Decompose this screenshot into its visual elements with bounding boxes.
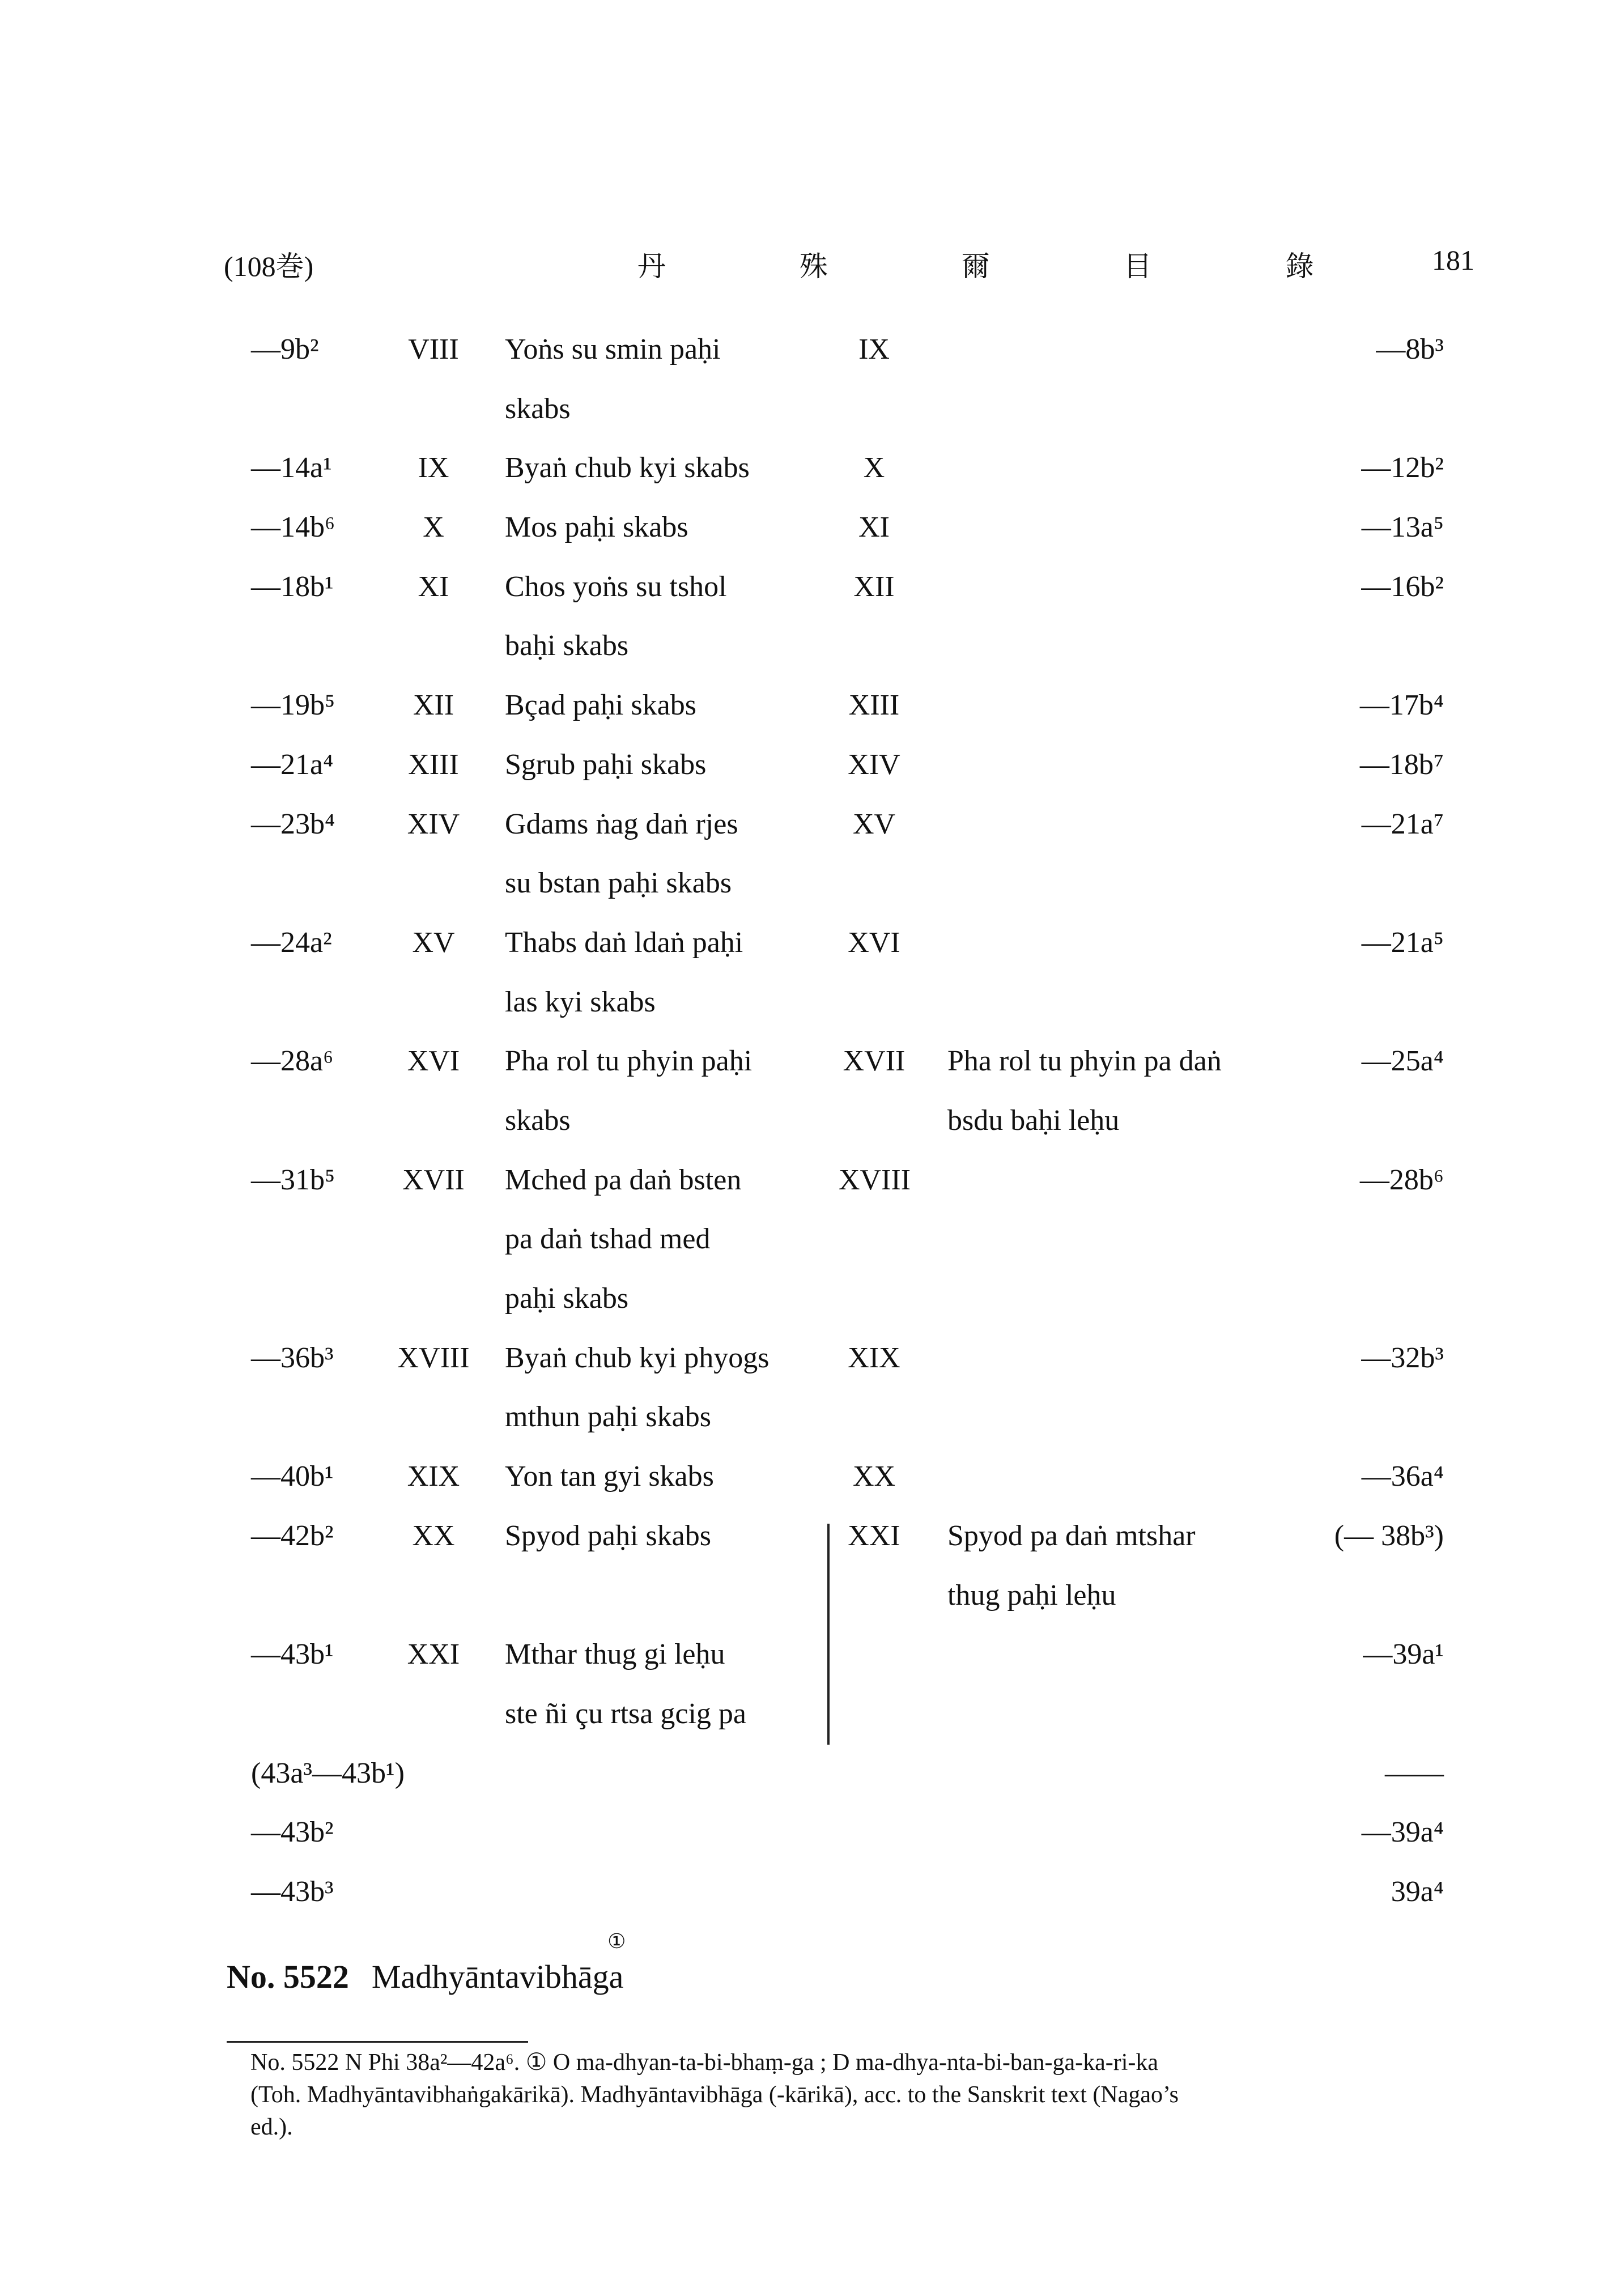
- table-row: [0, 1151, 1624, 1329]
- folio-end: —36a⁴: [1361, 1460, 1444, 1493]
- folio-end: —13a⁵: [1361, 511, 1444, 544]
- folio-start: —43b³: [251, 1876, 334, 1908]
- chapter-title-line: baḥi skabs: [505, 630, 629, 662]
- chapter-title-line: skabs: [505, 1104, 571, 1137]
- chapter-title-line: Spyod paḥi skabs: [505, 1519, 711, 1552]
- footnote-line: No. 5522 N Phi 38a²—42a⁶. ① O ma-dhyan-ta-bi-bhaṃ-ga ; D ma-dhya-nta-bi-ban-ga-ka-ri-ka: [250, 2050, 1159, 2076]
- alt-chapter-title-line: Spyod pa daṅ mtshar: [947, 1519, 1196, 1552]
- catalog-number: No. 5522: [227, 1958, 349, 1995]
- folio-start: —43b¹: [251, 1638, 334, 1671]
- folio-end: —16b²: [1361, 570, 1444, 603]
- folio-start: —9b²: [251, 333, 319, 365]
- table-row: [0, 439, 1624, 498]
- folio-start: —42b²: [251, 1519, 334, 1552]
- work-title: Madhyāntavibhāga: [371, 1958, 624, 1995]
- chapter-title-line: skabs: [505, 392, 571, 425]
- footnote-divider: [227, 2041, 528, 2043]
- folio-end: —12b²: [1361, 452, 1444, 484]
- chapter-number: XX: [412, 1519, 455, 1552]
- chapter-number: XI: [418, 570, 449, 603]
- folio-end: (— 38b³): [1334, 1519, 1444, 1552]
- alt-chapter-number: XX: [852, 1460, 896, 1493]
- folio-start: —19b⁵: [251, 689, 335, 722]
- chapter-title-line: Mthar thug gi leḥu: [505, 1638, 725, 1671]
- alt-chapter-number: XVI: [848, 926, 900, 959]
- chapter-title-line: mthun paḥi skabs: [505, 1401, 711, 1434]
- folio-end: —21a⁵: [1361, 926, 1444, 959]
- chapter-number: XVIII: [397, 1341, 470, 1374]
- footnote-mark: ①: [607, 1930, 626, 1953]
- folio-start: —40b¹: [251, 1460, 334, 1493]
- chapter-title-line: Mched pa daṅ bsten: [505, 1163, 742, 1196]
- chapter-title-line: Byaṅ chub kyi phyogs: [505, 1341, 770, 1374]
- chapter-title-line: Yon tan gyi skabs: [505, 1460, 714, 1493]
- chapter-number: XVII: [402, 1163, 465, 1196]
- chapter-number: XII: [413, 689, 454, 722]
- table-row: [0, 795, 1624, 913]
- chapter-number: XVI: [407, 1045, 460, 1078]
- chapter-title-line: Bçad paḥi skabs: [505, 689, 696, 722]
- alt-chapter-number: XV: [852, 807, 896, 840]
- alt-chapter-title-line: thug paḥi leḥu: [947, 1579, 1116, 1612]
- chapter-number: XIII: [408, 748, 459, 781]
- chapter-title-line: Sgrub paḥi skabs: [505, 748, 707, 781]
- folio-start: —36b³: [251, 1341, 334, 1374]
- table-row: [0, 1032, 1624, 1150]
- chapter-title-line: las kyi skabs: [505, 985, 656, 1018]
- folio-end: —21a⁷: [1361, 807, 1444, 840]
- chapter-title-line: Thabs daṅ ldaṅ paḥi: [505, 926, 743, 959]
- table-row: [0, 1447, 1624, 1507]
- footnote-line: ed.).: [250, 2114, 293, 2140]
- folio-end: —17b⁴: [1359, 689, 1444, 722]
- folio-end: —32b³: [1361, 1341, 1444, 1374]
- table-row: [0, 913, 1624, 1032]
- table-row: [0, 320, 1624, 439]
- table-row: [0, 1507, 1624, 1625]
- folio-end: ——: [1385, 1757, 1444, 1789]
- folio-end: —28b⁶: [1359, 1163, 1444, 1196]
- chapter-title-line: Chos yoṅs su tshol: [505, 570, 727, 603]
- page-number: 181: [1432, 244, 1474, 276]
- folio-start: —14b⁶: [251, 511, 335, 544]
- alt-chapter-number: XIV: [848, 748, 900, 781]
- folio-start: —18b¹: [251, 570, 334, 603]
- folio-end: 39a⁴: [1391, 1876, 1444, 1908]
- folio-start: —23b⁴: [251, 807, 335, 840]
- chapter-title-line: paḥi skabs: [505, 1282, 629, 1315]
- alt-chapter-number: XIII: [848, 689, 900, 722]
- chapter-number: VIII: [408, 333, 459, 365]
- chapter-number: XIX: [407, 1460, 460, 1493]
- alt-chapter-number: X: [863, 452, 885, 484]
- footnote-line: (Toh. Madhyāntavibhaṅgakārikā). Madhyāntavibhāga (-kārikā), acc. to the Sanskrit text (Nagao’s: [250, 2082, 1179, 2108]
- chapter-title-line: Pha rol tu phyin paḥi: [505, 1045, 753, 1078]
- folio-start: —43b²: [251, 1816, 334, 1849]
- folio-end: —39a⁴: [1361, 1816, 1444, 1849]
- alt-chapter-number: XVIII: [839, 1163, 911, 1196]
- chapter-title-line: su bstan paḥi skabs: [505, 867, 732, 900]
- chapter-title-line: Mos paḥi skabs: [505, 511, 688, 544]
- table-row: [0, 1803, 1624, 1863]
- folio-start: —14a¹: [251, 452, 332, 484]
- folio-end: —8b³: [1376, 333, 1444, 365]
- concordance-table: [0, 320, 1624, 1922]
- folio-start: (43a³—43b¹): [251, 1757, 405, 1789]
- table-row: [0, 676, 1624, 735]
- folio-start: —31b⁵: [251, 1163, 335, 1196]
- chapter-number: XXI: [407, 1638, 460, 1671]
- alt-chapter-number: XVII: [843, 1045, 905, 1078]
- alt-chapter-number: XIX: [848, 1341, 900, 1374]
- folio-end: —25a⁴: [1361, 1045, 1444, 1078]
- volume-label: (108巻): [224, 250, 314, 282]
- chapter-title-line: pa daṅ tshad med: [505, 1223, 711, 1256]
- chapter-number: XIV: [407, 807, 460, 840]
- table-row: [0, 558, 1624, 676]
- table-row: [0, 1863, 1624, 1922]
- table-row: [0, 498, 1624, 558]
- folio-start: —24a²: [251, 926, 332, 959]
- table-row: [0, 1744, 1624, 1804]
- folio-start: —28a⁶: [251, 1045, 334, 1078]
- chapter-title-line: ste ñi çu rtsa gcig pa: [505, 1697, 746, 1730]
- alt-chapter-number: IX: [858, 333, 890, 365]
- alt-chapter-number: XXI: [848, 1519, 900, 1552]
- alt-chapter-title-line: bsdu baḥi leḥu: [947, 1104, 1120, 1137]
- chapter-title-line: Yoṅs su smin paḥi: [505, 333, 721, 365]
- table-row: [0, 1625, 1624, 1744]
- chapter-number: IX: [418, 452, 449, 484]
- table-row: [0, 1329, 1624, 1447]
- alt-chapter-number: XI: [858, 511, 890, 544]
- table-row: [0, 735, 1624, 795]
- alt-chapter-number: XII: [853, 570, 895, 603]
- alt-chapter-title-line: Pha rol tu phyin pa daṅ: [947, 1045, 1222, 1078]
- chapter-number: X: [423, 511, 444, 544]
- footnote: [250, 2047, 1480, 2144]
- chapter-number: XV: [412, 926, 455, 959]
- chapter-title-line: Gdams ṅag daṅ rjes: [505, 807, 738, 840]
- folio-end: —18b⁷: [1359, 748, 1444, 781]
- section-heading: [227, 1930, 626, 1996]
- chapter-title-line: Byaṅ chub kyi skabs: [505, 452, 750, 484]
- folio-start: —21a⁴: [251, 748, 334, 781]
- running-title: 丹 殊 爾 目 錄: [637, 250, 1376, 283]
- folio-end: —39a¹: [1363, 1638, 1444, 1671]
